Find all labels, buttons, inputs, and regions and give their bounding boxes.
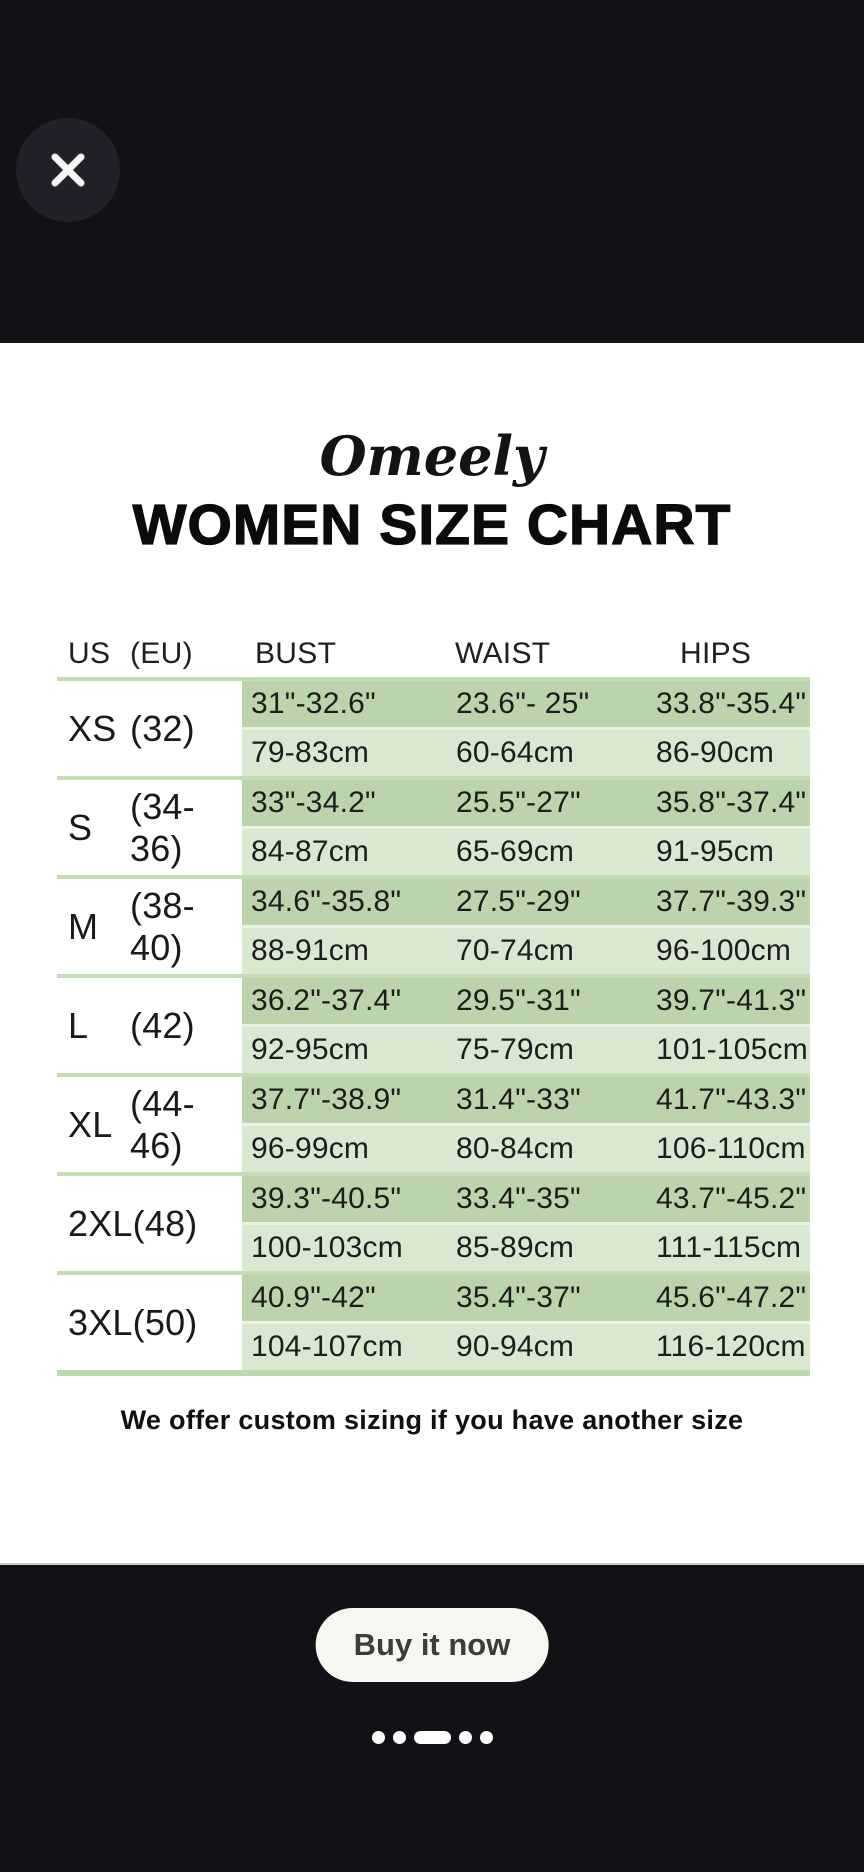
content-area: [0, 343, 864, 1563]
hips-cm-cell: 101-105cm: [650, 1027, 810, 1073]
buy-now-button[interactable]: Buy it now: [316, 1608, 549, 1682]
bust-cm-cell: 92-95cm: [242, 1027, 450, 1073]
page-title: WOMEN SIZE CHART: [132, 493, 732, 557]
close-button[interactable]: [16, 118, 120, 222]
pagination-dot-active[interactable]: [414, 1731, 451, 1744]
waist-inch-cell: 29.5"-31": [450, 978, 650, 1024]
bust-cm-cell: 84-87cm: [242, 829, 450, 875]
size-label: S (34-36): [57, 780, 242, 875]
waist-inch-cell: 23.6"- 25": [450, 681, 650, 727]
hips-cm-cell: 106-110cm: [650, 1126, 810, 1172]
header-waist: WAIST: [455, 636, 551, 670]
hips-inch-cell: 45.6"-47.2": [650, 1275, 810, 1321]
pagination-dot[interactable]: [480, 1731, 493, 1744]
hips-inch-cell: 41.7"-43.3": [650, 1077, 810, 1123]
top-bar: [0, 0, 864, 343]
bust-cm-cell: 104-107cm: [242, 1324, 450, 1370]
brand-logo: Omeely: [319, 424, 545, 488]
table-row: [57, 978, 810, 1073]
hips-inch-cell: 33.8"-35.4": [650, 681, 810, 727]
note-text: We offer custom sizing if you have another size: [120, 1405, 744, 1435]
bottom-bar: [0, 1563, 864, 1872]
hips-cm-cell: 96-100cm: [650, 928, 810, 974]
close-icon: [48, 150, 88, 190]
pagination-dot[interactable]: [459, 1731, 472, 1744]
waist-cm-cell: 90-94cm: [450, 1324, 650, 1370]
bust-inch-cell: 34.6"-35.8": [242, 879, 450, 925]
size-label: XL (44-46): [57, 1077, 242, 1172]
waist-cm-cell: 65-69cm: [450, 829, 650, 875]
waist-inch-cell: 33.4"-35": [450, 1176, 650, 1222]
waist-inch-cell: 25.5"-27": [450, 780, 650, 826]
waist-cm-cell: 75-79cm: [450, 1027, 650, 1073]
hips-cm-cell: 86-90cm: [650, 730, 810, 776]
bust-cm-cell: 96-99cm: [242, 1126, 450, 1172]
table-row: [57, 1077, 810, 1172]
bust-cm-cell: 79-83cm: [242, 730, 450, 776]
bust-inch-cell: 36.2"-37.4": [242, 978, 450, 1024]
size-label: M (38-40): [57, 879, 242, 974]
hips-inch-cell: 43.7"-45.2": [650, 1176, 810, 1222]
pagination-dots: [0, 1731, 864, 1744]
table-row: [57, 681, 810, 776]
waist-inch-cell: 27.5"-29": [450, 879, 650, 925]
bust-inch-cell: 39.3"-40.5": [242, 1176, 450, 1222]
size-label: 2XL (48): [57, 1176, 242, 1271]
table-row: [57, 780, 810, 875]
waist-cm-cell: 85-89cm: [450, 1225, 650, 1271]
size-chart-table: [57, 630, 810, 1376]
waist-cm-cell: 80-84cm: [450, 1126, 650, 1172]
pagination-dot[interactable]: [393, 1731, 406, 1744]
size-label: XS (32): [57, 681, 242, 776]
hips-inch-cell: 35.8"-37.4": [650, 780, 810, 826]
bust-cm-cell: 88-91cm: [242, 928, 450, 974]
bust-cm-cell: 100-103cm: [242, 1225, 450, 1271]
table-row: [57, 1275, 810, 1370]
header-us-eu: US (EU): [68, 636, 193, 670]
waist-cm-cell: 70-74cm: [450, 928, 650, 974]
size-label: L (42): [57, 978, 242, 1073]
bust-inch-cell: 37.7"-38.9": [242, 1077, 450, 1123]
table-bottom-line: [57, 1370, 810, 1376]
table-header-row: [57, 630, 810, 677]
bust-inch-cell: 33"-34.2": [242, 780, 450, 826]
table-row: [57, 1176, 810, 1271]
table-body: [57, 681, 810, 1376]
waist-cm-cell: 60-64cm: [450, 730, 650, 776]
bust-inch-cell: 40.9"-42": [242, 1275, 450, 1321]
hips-cm-cell: 91-95cm: [650, 829, 810, 875]
table-row: [57, 879, 810, 974]
hips-inch-cell: 37.7"-39.3": [650, 879, 810, 925]
size-label: 3XL (50): [57, 1275, 242, 1370]
hips-cm-cell: 116-120cm: [650, 1324, 810, 1370]
waist-inch-cell: 31.4"-33": [450, 1077, 650, 1123]
waist-inch-cell: 35.4"-37": [450, 1275, 650, 1321]
header-bust: BUST: [255, 636, 337, 670]
hips-cm-cell: 111-115cm: [650, 1225, 810, 1271]
bust-inch-cell: 31"-32.6": [242, 681, 450, 727]
hips-inch-cell: 39.7"-41.3": [650, 978, 810, 1024]
header-hips: HIPS: [680, 636, 752, 670]
pagination-dot[interactable]: [372, 1731, 385, 1744]
